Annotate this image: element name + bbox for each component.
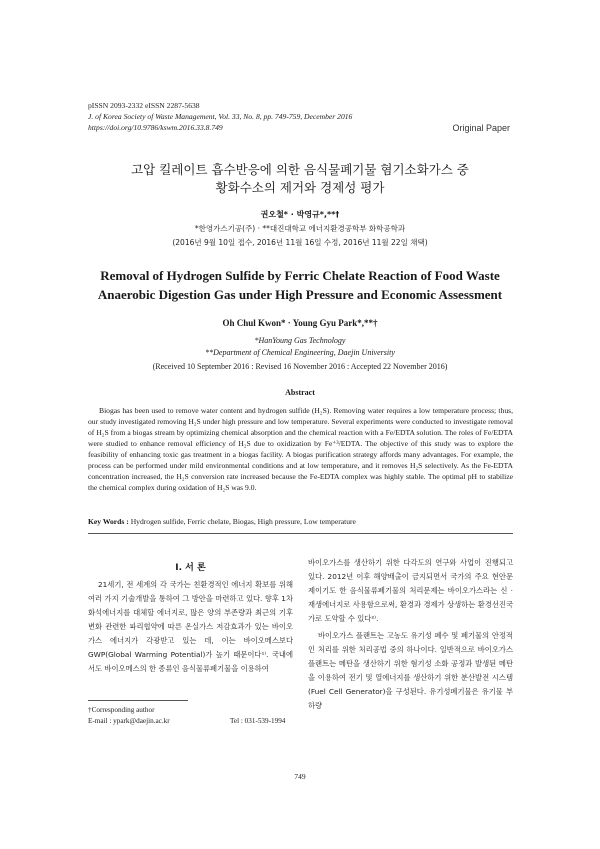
doi-link[interactable]: https://doi.org/10.9786/kswm.2016.33.8.749 <box>88 123 223 132</box>
left-column-paragraph-1: 21세기, 전 세계의 각 국가는 친환경적인 에너지 확보를 위해 여러 가지 기술개발을 통하여 그 방안을 마련하고 있다. 향후 1차 화석에너지를 대체할 에너지로, 많은 양의 부존량과 최근의 기후변화 관련한 파리협약에 따른 온실가스 저감효과가 있는 바이오가스 에너지가 각광받고 있는 데, 이는 바이오메스보다 GWP(Global Warming Potential)가 높기 때문이다¹⁾. 국내에서도 바이오메스의 한 종류인 음식물류폐기물을 이용하여 <box>88 580 293 673</box>
keywords-text: Hydrogen sulfide, Ferric chelate, Biogas, High pressure, Low temperature <box>130 517 356 526</box>
footnote-email[interactable]: E-mail : ypark@daejin.ac.kr <box>88 717 170 725</box>
english-received-dates: (Received 10 September 2016 : Revised 16 November 2016 : Accepted 22 November 2016) <box>152 362 448 371</box>
abstract-heading: Abstract <box>285 388 315 397</box>
page-number: 749 <box>294 772 306 781</box>
korean-title-line-2: 황화수소의 제거와 경제성 평가 <box>215 180 385 195</box>
korean-title-line-1: 고압 킬레이트 흡수반응에 의한 음식물폐기물 혐기소화가스 중 <box>131 162 469 177</box>
issn-line: pISSN 2093-2332 eISSN 2287-5638 <box>88 101 200 110</box>
section-heading-introduction: I. 서 론 <box>175 563 206 573</box>
keywords-label: Key Words : <box>88 517 129 526</box>
footnote-divider <box>88 700 188 701</box>
journal-citation: J. of Korea Society of Waste Management, Vol. 33, No. 8, pp. 749-759, December 2016 <box>88 112 353 121</box>
korean-received-dates: (2016년 9월 10일 접수, 2016년 11월 16일 수정, 2016년 11월 22일 채택) <box>172 238 428 247</box>
keywords-line <box>88 517 513 526</box>
article-type-label: Original Paper <box>452 123 510 133</box>
english-affiliation-2: **Department of Chemical Engineering, Daejin University <box>205 348 395 357</box>
footnote-telephone: Tel : 031-539-1994 <box>230 717 286 725</box>
english-authors: Oh Chul Kwon* · Young Gyu Park*,**† <box>222 318 378 328</box>
english-title-line-1: Removal of Hydrogen Sulfide by Ferric Chelate Reaction of Food Waste <box>100 268 500 283</box>
right-column-paragraph-2: 바이오가스 플랜트는 고농도 유기성 폐수 및 폐기물의 안정적인 처리를 위한 처리공법 중의 하나이다. 일반적으로 바이오가스 플랜트는 메탄을 생산하기 위한 혐기성 소화 공정과 발생된 메탄을 이용하여 전기 및 열에너지를 생산하기 위한 분산발전 시스템(Fuel Cell Generator)을 구성된다. 유기성폐기물은 유기물 부하량 <box>308 631 513 710</box>
korean-authors: 권오철* · 박영규*,**† <box>260 210 340 219</box>
abstract-text: Biogas has been used to remove water content and hydrogen sulfide (H₂S). Removing water requires a low temperature process; thus, our study investigated removing H₂S under high pressure and low temperature. Several experiments were conducted to investigate removal of H₂S from a biogas stream by optimizing chemical absorption and the chemical reaction with a Fe/EDTA solution. The roles of Fe/EDTA were studied to enhance removal efficiency of H₂S due to oxidization by Fe⁺³/EDTA. The objective of this study was to explore the feasibility of enhancing toxic gas treatment in a biogas facility. A biogas purification strategy affords many advantages. For example, the process can be performed under mild environmental conditions and at low temperature, and it removes H₂S selectively. As the Fe-EDTA concentration increased, the H₂S conversion rate increased because the Fe-EDTA complex was highly stable. The optimal pH to stabilize the chemical complex during oxidation of H₂S was 9.0. <box>88 406 513 492</box>
abstract-divider <box>88 533 513 534</box>
english-title-line-2: Anaerobic Digestion Gas under High Pressure and Economic Assessment <box>97 287 503 302</box>
english-affiliation-1: *HanYoung Gas Technology <box>254 336 346 345</box>
korean-affiliation: *한영가스기공(주) · **대진대학교 에너지환경공학부 화학공학과 <box>194 224 406 233</box>
right-column-paragraph-1: 바이오가스를 생산하기 위한 다각도의 연구와 사업이 진행되고 있다. 2012년 이후 해양배출이 금지되면서 국가의 주요 현안문제이기도 한 음식물류폐기물의 처리문제는 바이오가스라는 신 · 재생에너지로 사용함으로써, 환경과 경제가 상생하는 환경선진국가로 도약할 수 있다²⁾. <box>308 558 513 623</box>
footnote-corresponding-author: †Corresponding author <box>88 706 155 714</box>
